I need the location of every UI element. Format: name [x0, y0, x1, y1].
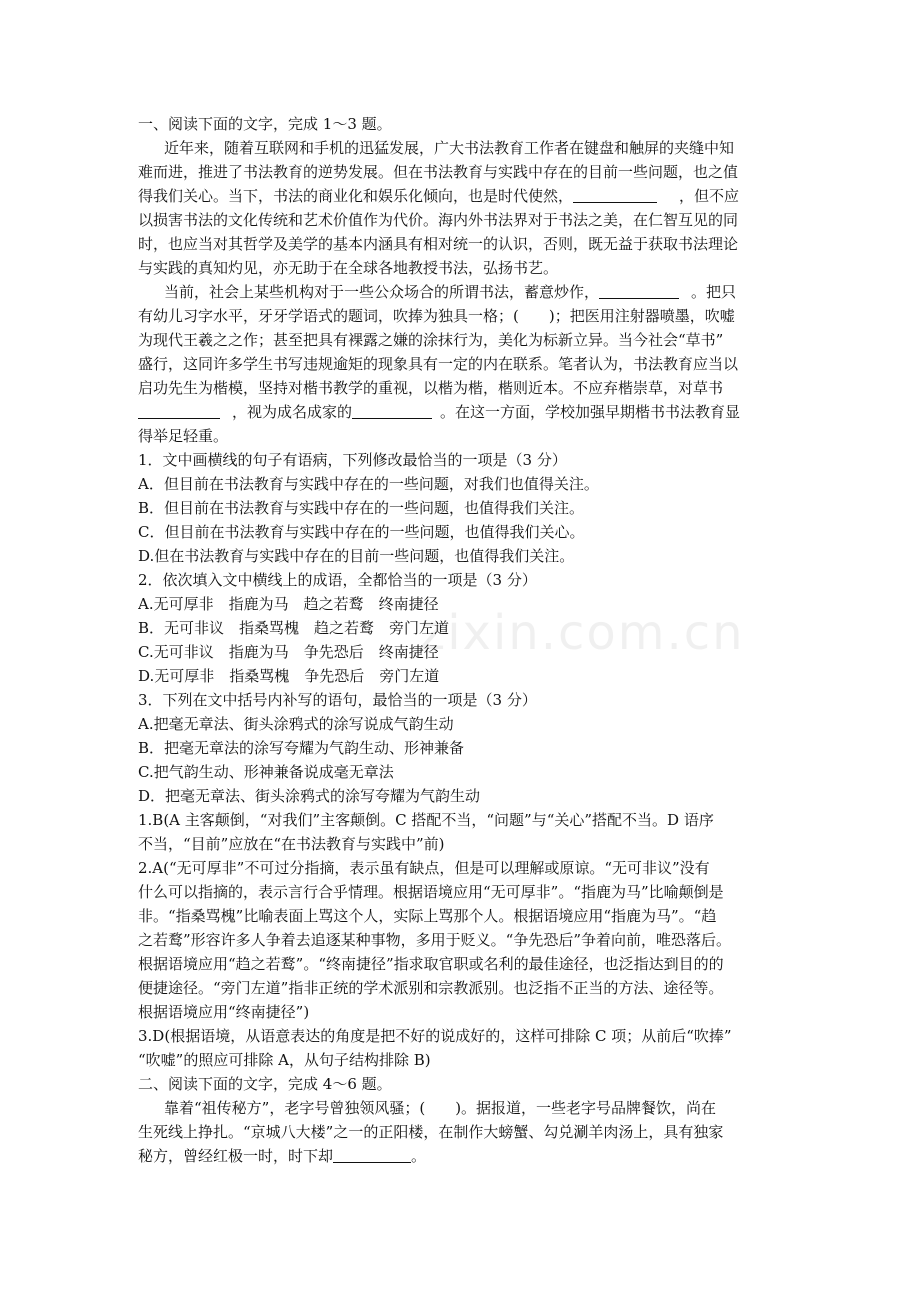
- p2-line: 盛行，这同许多学生书写违规逾矩的现象具有一定的内在联系。笔者认为，书法教育应当以: [138, 355, 739, 373]
- q3-option: A.把毫无章法、街头涂鸦式的涂写说成气韵生动: [138, 715, 454, 733]
- p2-line: ，视为成名成家的 。在这一方面，学校加强早期楷书书法教育显: [138, 400, 788, 424]
- q3-stem: 3．下列在文中括号内补写的语句，最恰当的一项是（3 分）: [138, 691, 537, 709]
- fill-blank: [333, 1147, 411, 1163]
- p2-line: 启功先生为楷模，坚持对楷书教学的重视，以楷为楷，楷则近本。不应弃楷崇草，对草书: [138, 379, 724, 397]
- answer-line: 2.A(“无可厚非”不可过分指摘，表示虽有缺点，但是可以理解或原谅。“无可非议”没有: [138, 859, 710, 877]
- p1-line: 得我们关心。当下，书法的商业化和娱乐化倾向，也是时代使然， ，但不应: [138, 187, 740, 205]
- answer-line: 什么可以指摘的，表示言行合乎情理。根据语境应用“无可厚非”。“指鹿为马”比喻颠倒是: [138, 883, 724, 901]
- p2-line: 得举足轻重。: [138, 427, 229, 445]
- answer-line: 1.B(A 主客颠倒，“对我们”主客颠倒。C 搭配不当，“问题”与“关心”搭配不当。D 语序: [138, 811, 714, 829]
- fill-blank: [573, 187, 657, 203]
- p2-line: 为现代王羲之之作；甚至把具有裸露之嫌的涂抹行为，美化为标新立异。当今社会“草书”: [138, 331, 724, 349]
- q3-option: D．把毫无章法、街头涂鸦式的涂写夸耀为气韵生动: [138, 787, 481, 805]
- section1-heading: 一、阅读下面的文字，完成 1～3 题。: [138, 115, 392, 133]
- section2-heading: 二、阅读下面的文字，完成 4～6 题。: [138, 1075, 392, 1093]
- answer-line: 3.D(根据语境，从语意表达的角度是把不好的说成好的，这样可排除 C 项；从前后“吹捧”: [138, 1027, 732, 1045]
- p3-line: 靠着“祖传秘方”，老字号曾独领风骚；( )。据报道，一些老字号品牌餐饮，尚在: [164, 1099, 717, 1117]
- answer-line: 根据语境应用“终南捷径”): [138, 1003, 310, 1021]
- p3-line: 秘方，曾经红极一时，时下却 。: [138, 1147, 427, 1165]
- q2-option: A.无可厚非 指鹿为马 趋之若鹜 终南捷径: [138, 595, 439, 613]
- answer-line: 便捷途径。“旁门左道”指非正统的学术派别和宗教派别。也泛指不正当的方法、途径等。: [138, 979, 724, 997]
- p3-line: 生死线上挣扎。“京城八大楼”之一的正阳楼，在制作大螃蟹、勾兑涮羊肉汤上，具有独家: [138, 1123, 724, 1141]
- p2-line: 当前，社会上某些机构对于一些公众场合的所谓书法，蓄意炒作， 。把只: [164, 283, 737, 301]
- q3-option: B．把毫无章法的涂写夸耀为气韵生动、形神兼备: [138, 739, 465, 757]
- fill-blank: [599, 283, 679, 299]
- q1-option: A．但目前在书法教育与实践中存在的一些问题，对我们也值得关注。: [138, 475, 599, 493]
- p1-line: 时，也应当对其哲学及美学的基本内涵具有相对统一的认识，否则，既无益于获取书法理论: [138, 235, 739, 253]
- p1-line: 近年来，随着互联网和手机的迅猛发展，广大书法教育工作者在键盘和触屏的夹缝中知: [164, 139, 735, 157]
- p1-line: 与实践的真知灼见，亦无助于在全球各地教授书法，弘扬书艺。: [138, 259, 559, 277]
- q1-option: C．但目前在书法教育与实践中存在的一些问题，也值得我们关心。: [138, 523, 585, 541]
- fill-blank: [138, 403, 220, 419]
- answer-line: 非。“指桑骂槐”比喻表面上骂这个人，实际上骂那个人。根据语境应用“指鹿为马”。“趋: [138, 907, 717, 925]
- q2-stem: 2．依次填入文中横线上的成语，全都恰当的一项是（3 分）: [138, 571, 537, 589]
- p1-line: 以损害书法的文化传统和艺术价值作为代价。海内外书法界对于书法之美，在仁智互见的同: [138, 211, 739, 229]
- q2-option: B．无可非议 指桑骂槐 趋之若鹜 旁门左道: [138, 619, 450, 637]
- fill-blank: [352, 403, 432, 419]
- answer-line: “吹嘘”的照应可排除 A，从句子结构排除 B): [138, 1051, 431, 1069]
- watermark: zixin.com.cn: [420, 605, 745, 661]
- answer-line: 根据语境应用“趋之若鹜”。“终南捷径”指求取官职或名利的最佳途径，也泛指达到目的的: [138, 955, 724, 973]
- q1-stem: 1．文中画横线的句子有语病，下列修改最恰当的一项是（3 分）: [138, 451, 567, 469]
- q2-option: C.无可非议 指鹿为马 争先恐后 终南捷径: [138, 643, 439, 661]
- q1-option: B．但目前在书法教育与实践中存在的一些问题，也值得我们关注。: [138, 499, 585, 517]
- answer-line: 之若鹜”形容许多人争着去追逐某种事物，多用于贬义。“争先恐后”争着向前，唯恐落后。: [138, 931, 732, 949]
- p1-line: 难而进，推进了书法教育的逆势发展。但在书法教育与实践中存在的目前一些问题，也之值: [138, 163, 739, 181]
- q2-option: D.无可厚非 指桑骂槐 争先恐后 旁门左道: [138, 667, 440, 685]
- q3-option: C.把气韵生动、形神兼备说成毫无章法: [138, 763, 394, 781]
- answer-line: 不当，“目前”应放在“在书法教育与实践中”前): [138, 835, 445, 853]
- p2-line: 有幼儿习字水平，牙牙学语式的题词，吹捧为独具一格；( )；把医用注射器喷墨，吹嘘: [138, 307, 735, 325]
- q1-option: D.但在书法教育与实践中存在的目前一些问题，也值得我们关注。: [138, 547, 575, 565]
